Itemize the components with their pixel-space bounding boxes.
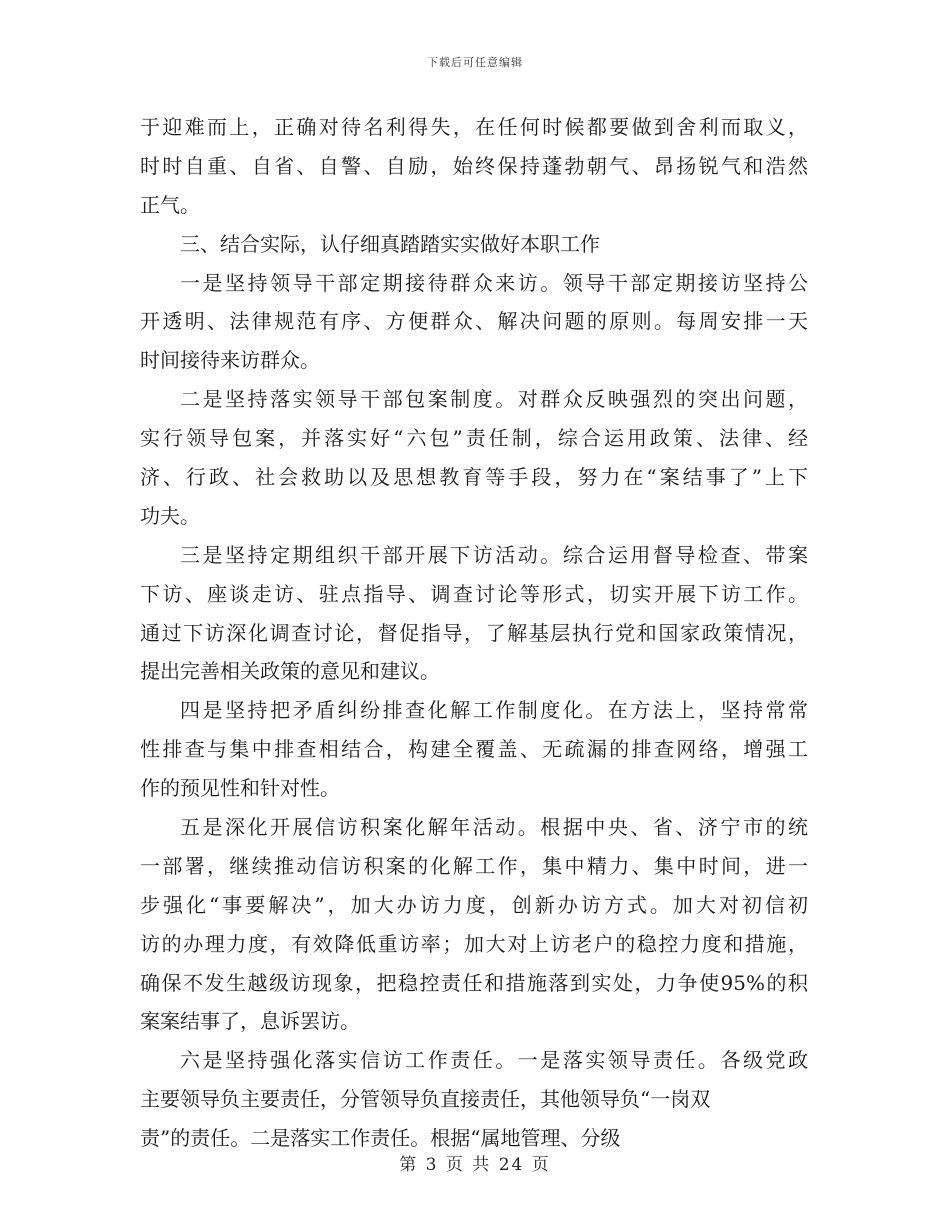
text-line: 时间接待来访群众。 bbox=[140, 348, 320, 373]
section-heading: 三、结合实际，认仔细真踏踏实实做好本职工作 bbox=[180, 231, 600, 256]
text-line: 通过下访深化调查讨论，督促指导，了解基层执行党和国家政策情况， bbox=[140, 620, 808, 645]
text-line: 济、行政、社会救助以及思想教育等手段，努力在“案结事了”上下 bbox=[140, 465, 808, 490]
page-number: 第 3 页 共 24 页 bbox=[399, 1155, 551, 1175]
page-header: 下载后可任意编辑 bbox=[427, 56, 523, 69]
text-line: 五是深化开展信访积案化解年活动。根据中央、省、济宁市的统 bbox=[180, 815, 808, 840]
text-line: 确保不发生越级访现象，把稳控责任和措施落到实处，力争使95%的积 bbox=[140, 970, 808, 995]
text-line: 责”的责任。二是落实工作责任。根据“属地管理、分级 bbox=[140, 1126, 621, 1151]
text-line: 案案结事了，息诉罢访。 bbox=[140, 1009, 360, 1034]
text-line: 六是坚持强化落实信访工作责任。一是落实领导责任。各级党政 bbox=[180, 1048, 808, 1073]
text-line: 下访、座谈走访、驻点指导、调查讨论等形式，切实开展下访工作。 bbox=[140, 581, 808, 606]
text-line: 四是坚持把矛盾纠纷排查化解工作制度化。在方法上，坚持常常 bbox=[180, 698, 808, 723]
text-line: 实行领导包案，并落实好“六包”责任制，综合运用政策、法律、经 bbox=[140, 426, 808, 451]
text-line: 步强化“事要解决”，加大办访力度，创新办访方式。加大对初信初 bbox=[140, 892, 808, 917]
text-line: 一部署，继续推动信访积案的化解工作，集中精力、集中时间，进一 bbox=[140, 853, 808, 878]
text-line: 主要领导负主要责任，分管领导负直接责任，其他领导负“一岗双 bbox=[140, 1087, 711, 1112]
text-line: 二是坚持落实领导干部包案制度。对群众反映强烈的突出问题， bbox=[180, 387, 808, 412]
text-line: 一是坚持领导干部定期接待群众来访。领导干部定期接访坚持公 bbox=[180, 270, 808, 295]
text-line: 时时自重、自省、自警、自励，始终保持蓬勃朝气、昂扬锐气和浩然 bbox=[140, 153, 808, 178]
text-line: 访的办理力度，有效降低重访率；加大对上访老户的稳控力度和措施， bbox=[140, 931, 808, 956]
text-line: 作的预见性和针对性。 bbox=[140, 776, 340, 801]
text-line: 性排查与集中排查相结合，构建全覆盖、无疏漏的排查网络，增强工 bbox=[140, 737, 808, 762]
text-line: 开透明、法律规范有序、方便群众、解决问题的原则。每周安排一天 bbox=[140, 309, 808, 334]
text-line: 提出完善相关政策的意见和建议。 bbox=[140, 659, 440, 684]
document-body bbox=[140, 108, 808, 1158]
text-line: 正气。 bbox=[140, 192, 200, 217]
text-line: 于迎难而上，正确对待名利得失，在任何时候都要做到舍利而取义， bbox=[140, 115, 808, 139]
text-line: 三是坚持定期组织干部开展下访活动。综合运用督导检查、带案 bbox=[180, 542, 808, 567]
text-line: 功夫。 bbox=[140, 503, 200, 528]
